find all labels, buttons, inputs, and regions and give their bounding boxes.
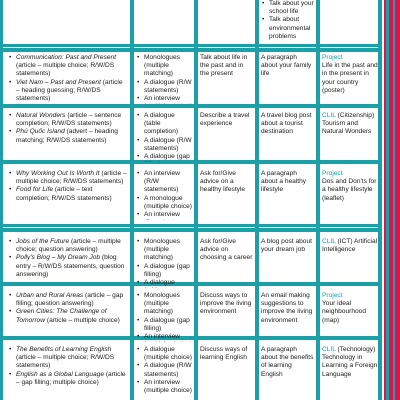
reading-list xyxy=(8,170,128,203)
reading-detail: (article – multiple choice; R/W/DS statements) xyxy=(16,354,115,370)
writing-cell: A paragraph about the benefits of learning English xyxy=(261,346,314,378)
writing-cell: A paragraph about a healthy lifestyle xyxy=(261,170,307,194)
reading-item xyxy=(16,371,128,387)
listening-list xyxy=(136,170,192,220)
speaking-item: • Talk about your school life xyxy=(269,0,315,16)
reading-cell xyxy=(8,54,128,104)
writing-cell: A paragraph about your family life xyxy=(261,54,312,78)
reading-title: Polly's Blog – My Dream Job xyxy=(16,254,101,262)
reading-list xyxy=(8,54,128,103)
reading-item xyxy=(16,238,128,254)
speaking-item: • Talk about environmental problems xyxy=(269,16,315,41)
column-divider xyxy=(255,0,259,400)
column-divider xyxy=(130,0,134,400)
reading-list xyxy=(8,238,128,279)
project-cell xyxy=(322,238,378,288)
project-text: Life in the past and in the present in your country (poster) xyxy=(322,62,378,94)
project-tag: CLIL xyxy=(322,238,336,245)
project-text: Dos and Don'ts for a healthy lifestyle (leaflet) xyxy=(322,178,377,202)
reading-cell xyxy=(8,292,128,342)
listening-list xyxy=(136,238,192,288)
reading-cell xyxy=(8,170,128,220)
reading-title: Communication: Past and Present xyxy=(16,54,117,61)
reading-item xyxy=(16,308,128,324)
project-text: (Technology) Technology in Learning a Foreign Language xyxy=(322,346,378,378)
listening-item: • A dialogue (R/W statements) xyxy=(144,362,192,378)
listening-item: • A monologue (multiple choice) xyxy=(144,195,192,211)
speaking-cell: Ask for/Give advice on a healthy lifestyle xyxy=(200,170,246,194)
listening-cell xyxy=(136,112,192,162)
project-tag: Project xyxy=(322,292,343,299)
speaking-cell: Talk about life in the past and in the present xyxy=(200,54,248,78)
row-divider xyxy=(0,224,380,227)
listening-item: • A dialogue (table completion) xyxy=(144,112,192,137)
reading-title: Green Cities: The Challenge of Tomorrow xyxy=(16,308,107,324)
listening-item: • An interview xyxy=(144,333,192,342)
speaking-cell: Discuss ways of learning English xyxy=(200,346,248,362)
writing-cell: A blog post about your dream job xyxy=(261,238,312,254)
listening-cell xyxy=(136,346,192,396)
listening-item: • A dialogue (R/W statements) xyxy=(144,79,192,95)
listening-item: • A dialogue (R/W statements) xyxy=(144,137,192,153)
listening-list xyxy=(136,292,192,342)
row-divider xyxy=(0,104,380,108)
project-tag: Project xyxy=(322,54,343,61)
listening-cell xyxy=(136,54,192,104)
decorative-edge-stripe xyxy=(393,0,395,400)
listening-item: • Monologues (multiple matching) xyxy=(144,292,192,317)
project-cell xyxy=(322,346,378,396)
project-tag: CLIL xyxy=(322,112,336,119)
reading-detail: (article – text completion; R/W/DS statements) xyxy=(16,186,112,202)
speaking-cell: Describe a travel experience xyxy=(200,112,250,128)
project-cell xyxy=(322,292,378,342)
decorative-edge-stripe xyxy=(386,0,389,400)
reading-detail: (blog entry – R/W/DS statements, question answering) xyxy=(16,254,125,278)
reading-item xyxy=(16,292,128,308)
reading-list xyxy=(8,112,128,145)
reading-detail: (article – sentence completion; R/W/DS statements) xyxy=(16,112,122,128)
listening-item: • A dialogue xyxy=(144,279,192,288)
project-cell xyxy=(322,112,378,162)
reading-item xyxy=(16,79,128,104)
listening-list xyxy=(136,346,192,395)
reading-item xyxy=(16,112,128,128)
reading-item xyxy=(16,346,128,371)
project-text: Your ideal neighbourhood (map) xyxy=(322,300,366,324)
reading-list xyxy=(8,346,128,387)
listening-item: • Monologues (multiple matching) xyxy=(144,54,192,79)
reading-detail: (advert – heading matching; R/W/DS statements) xyxy=(16,128,118,144)
listening-item: • An interview xyxy=(144,211,192,220)
reading-detail: (article – gap filling; question answering) xyxy=(16,292,124,308)
reading-cell xyxy=(8,112,128,162)
project-text: (ICT) Artificial Intelligence xyxy=(322,238,378,254)
row-divider xyxy=(0,44,380,47)
reading-cell xyxy=(8,238,128,288)
reading-item xyxy=(16,186,128,202)
listening-item: • An interview (R/W statements) xyxy=(144,170,192,195)
reading-title: The Benefits of Learning English xyxy=(16,346,112,353)
reading-title: Jobs of the Future xyxy=(16,238,70,245)
listening-cell xyxy=(136,292,192,342)
speaking-cell: Discuss ways to improve the living environment xyxy=(200,292,252,316)
speaking-cell: Ask for/Give advice on choosing a career xyxy=(200,238,253,262)
listening-item: • A dialogue (gap xyxy=(144,153,192,162)
project-cell xyxy=(322,170,378,220)
reading-cell xyxy=(8,346,128,396)
listening-list xyxy=(136,112,192,162)
column-divider xyxy=(378,0,382,400)
project-tag: Project xyxy=(322,170,343,177)
reading-detail: (article – multiple choice; question answering) xyxy=(16,238,121,254)
writing-cell: An email making suggestions to improve the living environment xyxy=(261,292,313,324)
listening-item: • A dialogue (multiple choice) xyxy=(144,346,192,362)
reading-list xyxy=(8,292,128,325)
row-divider xyxy=(0,228,380,232)
speaking-list xyxy=(261,0,315,41)
reading-title: Why Working Out Is Worth It xyxy=(16,170,100,177)
project-cell xyxy=(322,54,378,104)
reading-detail: (article – heading guessing; R/W/DS statements) xyxy=(16,78,123,103)
listening-item: • Monologues (multiple matching) xyxy=(144,238,192,263)
reading-detail: (article – multiple choice; R/W/DS statements) xyxy=(16,62,115,78)
listening-item: • A dialogue (gap filling) xyxy=(144,317,192,333)
project-tag: CLIL xyxy=(322,346,336,353)
reading-detail: (article – multiple choice; R/W/DS statements) xyxy=(16,170,127,186)
reading-item xyxy=(16,254,128,279)
project-text: (Citizenship) Tourism and Natural Wonders xyxy=(322,112,375,136)
listening-item: • An interview (multiple choice) xyxy=(144,379,192,395)
reading-title: Viet Nam – Past and Present xyxy=(16,78,101,86)
reading-detail: (article – multiple choice) xyxy=(45,316,120,324)
reading-title: Natural Wonders xyxy=(16,112,66,119)
reading-detail: (article – gap filling; multiple choice) xyxy=(16,370,126,386)
listening-cell xyxy=(136,170,192,220)
reading-title: English as a Global Language xyxy=(16,370,104,378)
reading-title: Urban and Rural Areas xyxy=(16,292,84,299)
writing-cell: A travel blog post about a tourist destination xyxy=(261,112,312,136)
listening-item: • A dialogue (gap filling) xyxy=(144,263,192,279)
reading-item xyxy=(16,128,128,144)
reading-title: Phú Quốc Island xyxy=(16,128,65,136)
column-divider xyxy=(316,0,320,400)
reading-item xyxy=(16,170,128,186)
column-divider xyxy=(194,0,198,400)
listening-item: • An interview xyxy=(144,95,192,104)
listening-list xyxy=(136,54,192,104)
speaking-list-cell xyxy=(261,0,315,44)
reading-title: Food for Life xyxy=(16,186,54,194)
listening-cell xyxy=(136,238,192,288)
reading-item xyxy=(16,54,128,79)
column-divider xyxy=(0,0,3,400)
row-divider xyxy=(0,48,380,52)
